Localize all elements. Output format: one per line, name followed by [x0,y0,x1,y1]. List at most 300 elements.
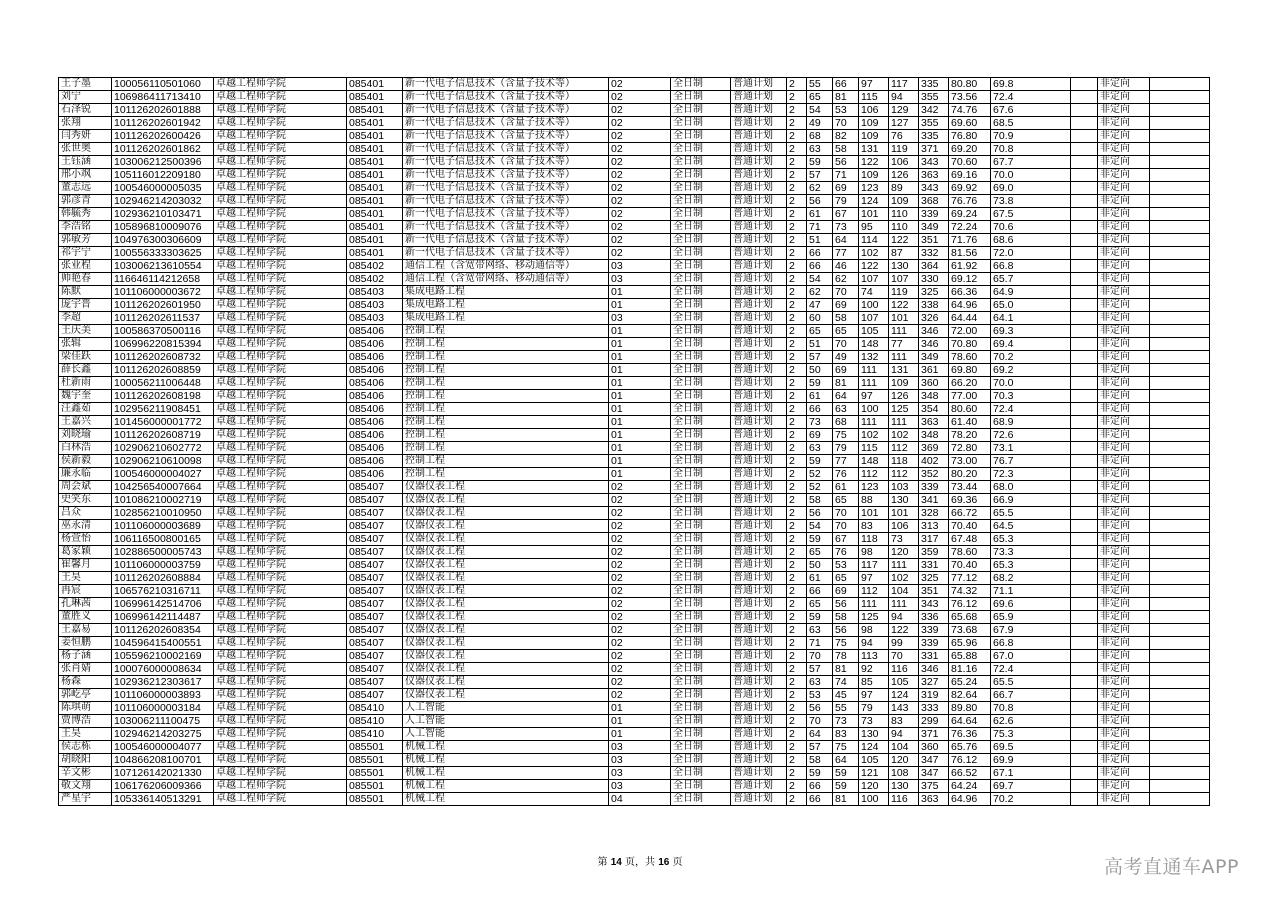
cell-score-language: 76 [833,546,859,559]
cell-remark [1071,416,1098,429]
cell-name: 冉宸 [59,585,112,598]
cell-major-name: 新一代电子信息技术（含量子技术等） [403,182,609,195]
cell-name: 帅艳春 [59,273,112,286]
cell-study-mode: 全日制 [671,273,731,286]
cell-major-name: 新一代电子信息技术（含量子技术等） [403,91,609,104]
table-row [59,208,1210,221]
cell-direction-code: 02 [609,104,671,117]
cell-plan-type: 普通计划 [731,143,787,156]
cell-plan-type: 普通计划 [731,325,787,338]
cell-score-interview: 78.20 [949,429,991,442]
cell-orientation: 非定向 [1098,507,1150,520]
cell-remark [1071,637,1098,650]
cell-score-total: 336 [919,611,949,624]
cell-score-subject-2: 104 [889,741,919,754]
cell-score-interview: 66.36 [949,286,991,299]
cell-score-subject-2: 126 [889,390,919,403]
cell-score-final: 67.0 [991,650,1071,663]
cell-study-mode: 全日制 [671,637,731,650]
cell-score-subject-1: 117 [859,559,889,572]
cell-name: 辛文彬 [59,767,112,780]
cell-name: 郭彦青 [59,195,112,208]
cell-major-name: 控制工程 [403,442,609,455]
cell-plan-type: 普通计划 [731,793,787,806]
cell-empty [1150,728,1210,741]
cell-exam-id: 101126202601888 [112,104,214,117]
cell-direction-code: 01 [609,416,671,429]
cell-score-interview: 64.44 [949,312,991,325]
cell-score-interview: 74.76 [949,104,991,117]
cell-major-code: 085407 [347,624,403,637]
cell-score-subject-1: 123 [859,481,889,494]
cell-plan-type: 普通计划 [731,611,787,624]
cell-score-subject-2: 102 [889,429,919,442]
table-row [59,767,1210,780]
cell-major-name: 仪器仪表工程 [403,611,609,624]
cell-score-total: 328 [919,507,949,520]
cell-direction-code: 02 [609,546,671,559]
cell-empty [1150,182,1210,195]
cell-college: 卓越工程师学院 [214,351,347,364]
cell-empty [1150,325,1210,338]
cell-college: 卓越工程师学院 [214,273,347,286]
cell-direction-code: 04 [609,793,671,806]
cell-subject-flag: 2 [787,546,807,559]
cell-plan-type: 普通计划 [731,260,787,273]
cell-subject-flag: 2 [787,598,807,611]
cell-score-subject-1: 102 [859,247,889,260]
cell-orientation: 非定向 [1098,260,1150,273]
cell-score-subject-2: 107 [889,273,919,286]
cell-empty [1150,507,1210,520]
cell-exam-id: 107126142021330 [112,767,214,780]
cell-score-subject-2: 89 [889,182,919,195]
cell-score-language: 64 [833,234,859,247]
cell-major-code: 085403 [347,312,403,325]
cell-subject-flag: 2 [787,91,807,104]
cell-empty [1150,260,1210,273]
cell-orientation: 非定向 [1098,663,1150,676]
cell-major-code: 085403 [347,286,403,299]
cell-exam-id: 100586370500116 [112,325,214,338]
cell-college: 卓越工程师学院 [214,468,347,481]
cell-plan-type: 普通计划 [731,585,787,598]
cell-score-final: 71.1 [991,585,1071,598]
cell-empty [1150,637,1210,650]
cell-orientation: 非定向 [1098,741,1150,754]
cell-major-code: 085407 [347,585,403,598]
cell-exam-id: 106176206009366 [112,780,214,793]
cell-orientation: 非定向 [1098,143,1150,156]
cell-empty [1150,767,1210,780]
cell-plan-type: 普通计划 [731,234,787,247]
table-row [59,676,1210,689]
cell-orientation: 非定向 [1098,429,1150,442]
cell-major-code: 085401 [347,104,403,117]
cell-exam-id: 106996220815394 [112,338,214,351]
cell-study-mode: 全日制 [671,572,731,585]
cell-score-final: 73.1 [991,442,1071,455]
cell-score-final: 67.7 [991,156,1071,169]
cell-score-final: 66.7 [991,689,1071,702]
cell-score-subject-1: 102 [859,429,889,442]
cell-name: 邢小飒 [59,169,112,182]
cell-plan-type: 普通计划 [731,442,787,455]
cell-score-subject-1: 115 [859,91,889,104]
cell-name: 刘晓瑜 [59,429,112,442]
cell-empty [1150,689,1210,702]
cell-study-mode: 全日制 [671,364,731,377]
cell-score-language: 77 [833,455,859,468]
cell-remark [1071,533,1098,546]
cell-score-total: 351 [919,585,949,598]
cell-exam-id: 101106000003893 [112,689,214,702]
cell-score-final: 72.4 [991,663,1071,676]
cell-exam-id: 106996142114487 [112,611,214,624]
cell-score-final: 70.0 [991,377,1071,390]
cell-score-subject-2: 94 [889,728,919,741]
cell-college: 卓越工程师学院 [214,546,347,559]
cell-score-language: 55 [833,702,859,715]
cell-major-name: 机械工程 [403,793,609,806]
cell-direction-code: 02 [609,507,671,520]
cell-remark [1071,663,1098,676]
cell-score-language: 58 [833,143,859,156]
cell-score-subject-2: 83 [889,715,919,728]
cell-plan-type: 普通计划 [731,273,787,286]
cell-score-language: 53 [833,104,859,117]
cell-remark [1071,364,1098,377]
cell-major-code: 085406 [347,351,403,364]
cell-score-language: 71 [833,169,859,182]
cell-empty [1150,286,1210,299]
cell-study-mode: 全日制 [671,156,731,169]
cell-score-subject-1: 130 [859,728,889,741]
cell-major-code: 085401 [347,130,403,143]
cell-score-final: 69.5 [991,741,1071,754]
table-row [59,702,1210,715]
cell-name: 庞宇晋 [59,299,112,312]
cell-score-total: 352 [919,468,949,481]
cell-study-mode: 全日制 [671,260,731,273]
cell-major-code: 085401 [347,156,403,169]
cell-remark [1071,689,1098,702]
cell-major-code: 085407 [347,546,403,559]
cell-score-interview: 65.68 [949,611,991,624]
cell-score-total: 363 [919,169,949,182]
cell-score-politics: 63 [807,143,833,156]
table-row [59,91,1210,104]
cell-remark [1071,494,1098,507]
cell-orientation: 非定向 [1098,637,1150,650]
cell-direction-code: 02 [609,156,671,169]
cell-score-language: 81 [833,793,859,806]
cell-score-interview: 77.12 [949,572,991,585]
cell-score-final: 65.5 [991,676,1071,689]
cell-subject-flag: 2 [787,195,807,208]
cell-orientation: 非定向 [1098,91,1150,104]
cell-score-interview: 67.48 [949,533,991,546]
cell-college: 卓越工程师学院 [214,585,347,598]
cell-major-code: 085407 [347,520,403,533]
cell-score-subject-1: 95 [859,221,889,234]
cell-orientation: 非定向 [1098,312,1150,325]
cell-score-final: 68.6 [991,234,1071,247]
table-row [59,78,1210,91]
cell-exam-id: 101126202608719 [112,429,214,442]
cell-major-name: 人工智能 [403,728,609,741]
cell-study-mode: 全日制 [671,338,731,351]
cell-major-code: 085407 [347,533,403,546]
cell-score-politics: 59 [807,156,833,169]
cell-orientation: 非定向 [1098,325,1150,338]
cell-score-politics: 61 [807,572,833,585]
cell-score-interview: 81.56 [949,247,991,260]
cell-college: 卓越工程师学院 [214,494,347,507]
cell-major-name: 集成电路工程 [403,299,609,312]
cell-exam-id: 101086210002719 [112,494,214,507]
cell-empty [1150,533,1210,546]
cell-score-final: 70.2 [991,351,1071,364]
cell-name: 石泽锐 [59,104,112,117]
cell-study-mode: 全日制 [671,676,731,689]
cell-major-code: 085401 [347,117,403,130]
cell-college: 卓越工程师学院 [214,598,347,611]
cell-name: 王昊 [59,572,112,585]
cell-college: 卓越工程师学院 [214,520,347,533]
cell-exam-id: 101126202601950 [112,299,214,312]
cell-score-politics: 56 [807,507,833,520]
cell-score-final: 73.8 [991,195,1071,208]
cell-remark [1071,793,1098,806]
cell-empty [1150,195,1210,208]
cell-remark [1071,234,1098,247]
cell-score-interview: 69.16 [949,169,991,182]
cell-score-subject-2: 119 [889,286,919,299]
cell-score-final: 65.3 [991,559,1071,572]
cell-exam-id: 101456000001772 [112,416,214,429]
cell-score-final: 67.6 [991,104,1071,117]
table-row [59,273,1210,286]
cell-score-interview: 66.52 [949,767,991,780]
cell-study-mode: 全日制 [671,312,731,325]
cell-subject-flag: 2 [787,637,807,650]
cell-direction-code: 03 [609,780,671,793]
cell-major-name: 新一代电子信息技术（含量子技术等） [403,117,609,130]
cell-score-subject-2: 103 [889,481,919,494]
cell-orientation: 非定向 [1098,585,1150,598]
cell-direction-code: 01 [609,364,671,377]
cell-remark [1071,143,1098,156]
cell-empty [1150,455,1210,468]
cell-score-interview: 66.20 [949,377,991,390]
cell-plan-type: 普通计划 [731,390,787,403]
cell-score-subject-2: 111 [889,559,919,572]
cell-score-politics: 57 [807,351,833,364]
cell-score-subject-1: 132 [859,351,889,364]
cell-score-subject-2: 130 [889,780,919,793]
cell-name: 郭屹亭 [59,689,112,702]
cell-score-politics: 52 [807,481,833,494]
cell-score-language: 70 [833,117,859,130]
cell-college: 卓越工程师学院 [214,507,347,520]
cell-score-subject-1: 107 [859,312,889,325]
cell-score-language: 70 [833,338,859,351]
cell-plan-type: 普通计划 [731,364,787,377]
cell-score-politics: 69 [807,429,833,442]
cell-score-final: 65.5 [991,507,1071,520]
cell-remark [1071,78,1098,91]
cell-score-interview: 82.64 [949,689,991,702]
cell-score-final: 67.5 [991,208,1071,221]
cell-major-code: 085406 [347,416,403,429]
cell-score-politics: 64 [807,728,833,741]
cell-score-language: 79 [833,195,859,208]
cell-study-mode: 全日制 [671,234,731,247]
table-row [59,507,1210,520]
cell-college: 卓越工程师学院 [214,169,347,182]
cell-college: 卓越工程师学院 [214,455,347,468]
cell-empty [1150,338,1210,351]
cell-major-code: 085407 [347,572,403,585]
cell-major-code: 085410 [347,702,403,715]
cell-exam-id: 101106000003184 [112,702,214,715]
table-row [59,416,1210,429]
cell-empty [1150,468,1210,481]
cell-score-subject-1: 114 [859,234,889,247]
cell-score-final: 65.3 [991,533,1071,546]
cell-score-total: 325 [919,572,949,585]
cell-score-interview: 72.00 [949,325,991,338]
cell-orientation: 非定向 [1098,767,1150,780]
cell-major-code: 085407 [347,598,403,611]
cell-score-total: 331 [919,559,949,572]
cell-score-interview: 74.32 [949,585,991,598]
cell-score-total: 355 [919,91,949,104]
cell-score-subject-1: 111 [859,377,889,390]
cell-score-subject-1: 109 [859,169,889,182]
cell-major-name: 通信工程（含宽带网络、移动通信等） [403,260,609,273]
cell-score-subject-1: 98 [859,624,889,637]
cell-study-mode: 全日制 [671,416,731,429]
cell-direction-code: 02 [609,143,671,156]
cell-score-final: 67.1 [991,767,1071,780]
cell-score-interview: 64.24 [949,780,991,793]
cell-remark [1071,559,1098,572]
cell-orientation: 非定向 [1098,481,1150,494]
cell-major-code: 085403 [347,299,403,312]
cell-score-language: 66 [833,78,859,91]
cell-major-code: 085501 [347,741,403,754]
cell-name: 梁佳跃 [59,351,112,364]
cell-score-politics: 50 [807,364,833,377]
cell-study-mode: 全日制 [671,143,731,156]
cell-score-politics: 47 [807,299,833,312]
cell-empty [1150,624,1210,637]
cell-direction-code: 02 [609,637,671,650]
cell-major-code: 085406 [347,364,403,377]
cell-study-mode: 全日制 [671,130,731,143]
cell-direction-code: 02 [609,182,671,195]
cell-score-final: 68.2 [991,572,1071,585]
cell-direction-code: 02 [609,598,671,611]
cell-study-mode: 全日制 [671,533,731,546]
cell-plan-type: 普通计划 [731,572,787,585]
cell-orientation: 非定向 [1098,572,1150,585]
table-row [59,559,1210,572]
cell-exam-id: 102956211908451 [112,403,214,416]
cell-name: 杨子涵 [59,650,112,663]
cell-empty [1150,312,1210,325]
cell-study-mode: 全日制 [671,195,731,208]
cell-score-language: 65 [833,572,859,585]
cell-exam-id: 101106000003689 [112,520,214,533]
cell-score-total: 317 [919,533,949,546]
cell-score-subject-2: 130 [889,260,919,273]
cell-score-interview: 65.88 [949,650,991,663]
cell-direction-code: 01 [609,351,671,364]
table-row [59,143,1210,156]
cell-exam-id: 102886500005743 [112,546,214,559]
cell-study-mode: 全日制 [671,585,731,598]
cell-college: 卓越工程师学院 [214,221,347,234]
cell-score-subject-1: 111 [859,364,889,377]
cell-college: 卓越工程师学院 [214,91,347,104]
cell-score-final: 66.8 [991,260,1071,273]
cell-score-subject-1: 100 [859,403,889,416]
cell-score-subject-2: 104 [889,585,919,598]
cell-major-name: 人工智能 [403,715,609,728]
cell-college: 卓越工程师学院 [214,260,347,273]
cell-score-language: 68 [833,416,859,429]
cell-remark [1071,91,1098,104]
cell-plan-type: 普通计划 [731,702,787,715]
cell-major-name: 集成电路工程 [403,312,609,325]
cell-score-total: 335 [919,78,949,91]
cell-study-mode: 全日制 [671,78,731,91]
cell-empty [1150,598,1210,611]
cell-subject-flag: 2 [787,351,807,364]
cell-score-subject-2: 73 [889,533,919,546]
cell-major-code: 085407 [347,481,403,494]
cell-score-subject-2: 94 [889,91,919,104]
cell-college: 卓越工程师学院 [214,156,347,169]
cell-score-politics: 61 [807,208,833,221]
cell-score-final: 70.2 [991,793,1071,806]
cell-major-name: 仪器仪表工程 [403,481,609,494]
cell-subject-flag: 2 [787,117,807,130]
cell-study-mode: 全日制 [671,715,731,728]
cell-major-code: 085407 [347,559,403,572]
cell-study-mode: 全日制 [671,468,731,481]
cell-score-interview: 77.00 [949,390,991,403]
cell-remark [1071,351,1098,364]
cell-score-final: 73.3 [991,546,1071,559]
cell-major-name: 通信工程（含宽带网络、移动通信等） [403,273,609,286]
cell-score-subject-2: 111 [889,598,919,611]
cell-direction-code: 01 [609,429,671,442]
cell-name: 史笑东 [59,494,112,507]
cell-remark [1071,130,1098,143]
cell-score-total: 349 [919,221,949,234]
cell-major-code: 085401 [347,78,403,91]
cell-score-language: 67 [833,208,859,221]
cell-study-mode: 全日制 [671,117,731,130]
cell-score-language: 69 [833,299,859,312]
cell-college: 卓越工程师学院 [214,481,347,494]
cell-score-interview: 69.20 [949,143,991,156]
cell-major-code: 085406 [347,390,403,403]
